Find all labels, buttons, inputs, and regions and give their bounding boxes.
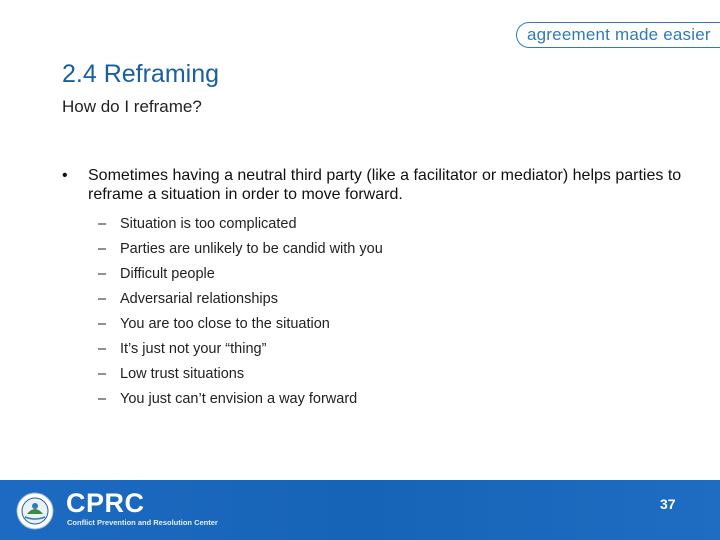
- dash-mark: –: [98, 390, 107, 407]
- list-item-text: Adversarial relationships: [120, 290, 278, 307]
- brand-tagline-text: agreement made easier: [527, 25, 711, 44]
- cprc-logo-subtitle: Conflict Prevention and Resolution Center: [67, 518, 218, 527]
- list-item: [98, 236, 383, 261]
- page-subtitle: How do I reframe?: [62, 97, 202, 116]
- list-item: [98, 261, 383, 286]
- page-title: 2.4 Reframing: [62, 60, 220, 88]
- dash-mark: –: [98, 215, 107, 232]
- list-item: [98, 361, 383, 386]
- dash-mark: –: [98, 315, 107, 332]
- list-item: [98, 286, 383, 311]
- list-item-text: Parties are unlikely to be candid with you: [120, 240, 383, 257]
- main-bullet: [62, 166, 692, 204]
- list-item: [98, 336, 383, 361]
- list-item-text: Situation is too complicated: [120, 215, 297, 232]
- sub-bullet-list: [98, 211, 383, 411]
- page-number: 37: [660, 496, 676, 512]
- dash-mark: –: [98, 290, 107, 307]
- dash-mark: –: [98, 240, 107, 257]
- epa-seal-icon: [16, 492, 54, 530]
- list-item: [98, 386, 383, 411]
- dash-mark: –: [98, 365, 107, 382]
- bullet-text: Sometimes having a neutral third party (like a facilitator or mediator) helps parties to reframe a situation in order to move forward.: [88, 167, 682, 203]
- list-item-text: It’s just not your “thing”: [120, 340, 267, 357]
- brand-tagline-logo: [516, 22, 720, 48]
- list-item: [98, 311, 383, 336]
- list-item: [98, 211, 383, 236]
- list-item-text: Low trust situations: [120, 365, 245, 382]
- list-item-text: Difficult people: [120, 265, 215, 282]
- bullet-mark: •: [62, 167, 68, 184]
- dash-mark: –: [98, 265, 107, 282]
- dash-mark: –: [98, 340, 107, 357]
- list-item-text: You just can’t envision a way forward: [120, 390, 358, 407]
- list-item-text: You are too close to the situation: [120, 315, 330, 332]
- cprc-logo: CPRC: [66, 488, 145, 518]
